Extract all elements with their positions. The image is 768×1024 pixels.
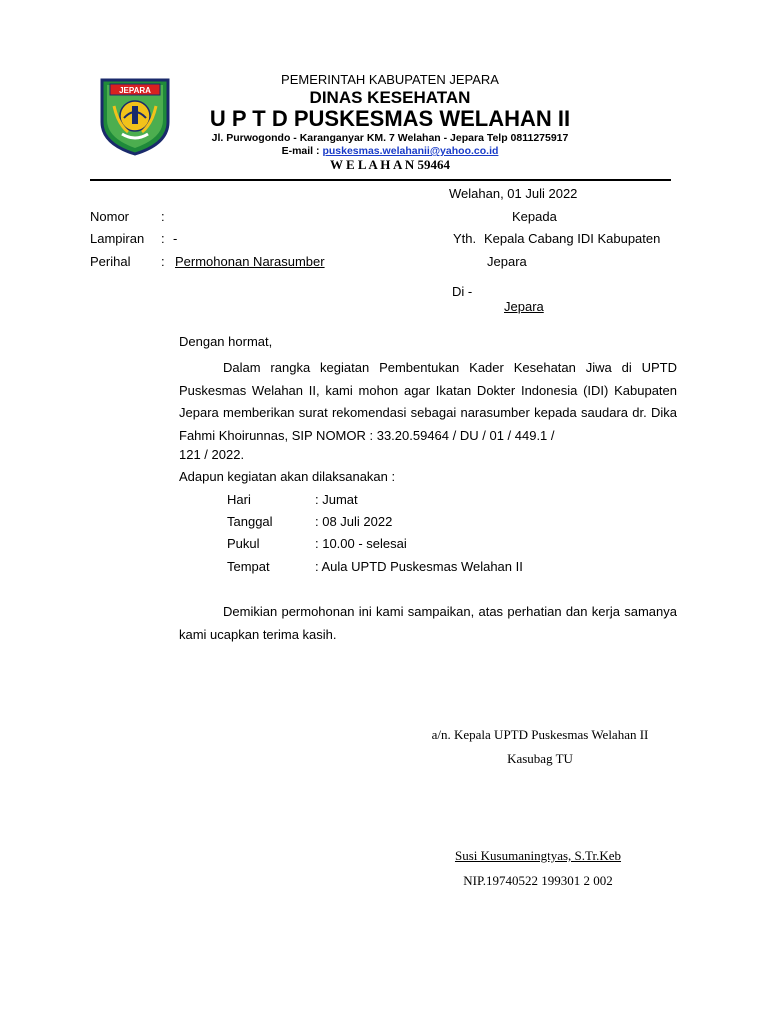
- town-name: W E L A H A N: [329, 157, 415, 172]
- paragraph-closing: [179, 601, 677, 646]
- signature-on-behalf: a/n. Kepala UPTD Puskesmas Welahan II: [431, 727, 649, 742]
- recipient-yth: Yth.: [453, 231, 477, 246]
- letter-date: Welahan, 01 Juli 2022: [449, 186, 578, 201]
- letterhead-divider: [90, 179, 671, 181]
- lampiran-value: -: [173, 231, 178, 246]
- postal-code: 59464: [417, 157, 451, 172]
- detail-label-day: Hari: [227, 492, 251, 507]
- institution-address: Jl. Purwogondo - Karanganyar KM. 7 Welahan - Jepara Telp 0811275917: [211, 132, 569, 144]
- paragraph-request-text: Dalam rangka kegiatan Pembentukan Kader Kesehatan Jiwa di UPTD Puskesmas Welahan II, kami mohon agar Ikatan Dokter Indonesia (IDI) Kabupaten Jepara memberikan surat rekomendasi sebagai narasumber kepada saudara dr. Dika Fahmi Khoirunnas, SIP NOMOR : 33.20.59464 / DU / 01 / 449.1 /: [179, 360, 677, 443]
- paragraph-request-end: 121 / 2022.: [179, 447, 245, 462]
- detail-label-date: Tanggal: [227, 514, 273, 529]
- detail-value-day: : Jumat: [315, 492, 358, 507]
- paragraph-closing-text: Demikian permohonan ini kami sampaikan, atas perhatian dan kerja samanya kami ucapkan terima kasih.: [179, 604, 677, 642]
- detail-label-place: Tempat: [227, 559, 270, 574]
- recipient-di-city: Jepara: [504, 299, 544, 314]
- institution-email-line: [180, 145, 600, 157]
- detail-value-time: : 10.00 - selesai: [315, 536, 407, 551]
- signatory-name: Susi Kusumaningtyas, S.Tr.Keb: [454, 848, 622, 863]
- nomor-label: Nomor: [90, 209, 130, 224]
- lampiran-label: Lampiran: [90, 231, 145, 246]
- institution-name: U P T D PUSKESMAS WELAHAN II: [209, 106, 571, 131]
- recipient-name: Kepala Cabang IDI Kabupaten: [484, 231, 661, 246]
- recipient-city: Jepara: [487, 254, 527, 269]
- logo-label: JEPARA: [119, 86, 151, 95]
- nomor-separator: :: [161, 209, 165, 224]
- signature-position: Kasubag TU: [507, 751, 573, 766]
- detail-value-date: : 08 Juli 2022: [315, 514, 393, 529]
- detail-label-time: Pukul: [227, 536, 260, 551]
- email-label: E-mail :: [281, 145, 320, 157]
- perihal-value: Permohonan Narasumber: [175, 254, 325, 269]
- perihal-label: Perihal: [90, 254, 131, 269]
- detail-value-place: : Aula UPTD Puskesmas Welahan II: [315, 559, 523, 574]
- lampiran-separator: :: [161, 231, 165, 246]
- recipient-kepada: Kepada: [512, 209, 557, 224]
- greeting: Dengan hormat,: [179, 334, 273, 349]
- jepara-regency-emblem: [98, 76, 172, 156]
- paragraph-request: [179, 357, 677, 447]
- town-line: [180, 157, 600, 173]
- activity-intro: Adapun kegiatan akan dilaksanakan :: [179, 469, 396, 484]
- perihal-separator: :: [161, 254, 165, 269]
- department-name: DINAS KESEHATAN: [309, 88, 471, 107]
- recipient-di: Di -: [452, 284, 473, 299]
- government-name: PEMERINTAH KABUPATEN JEPARA: [281, 72, 499, 87]
- signatory-nip: NIP.19740522 199301 2 002: [463, 873, 613, 888]
- email-link[interactable]: puskesmas.welahanii@yahoo.co.id: [322, 145, 499, 157]
